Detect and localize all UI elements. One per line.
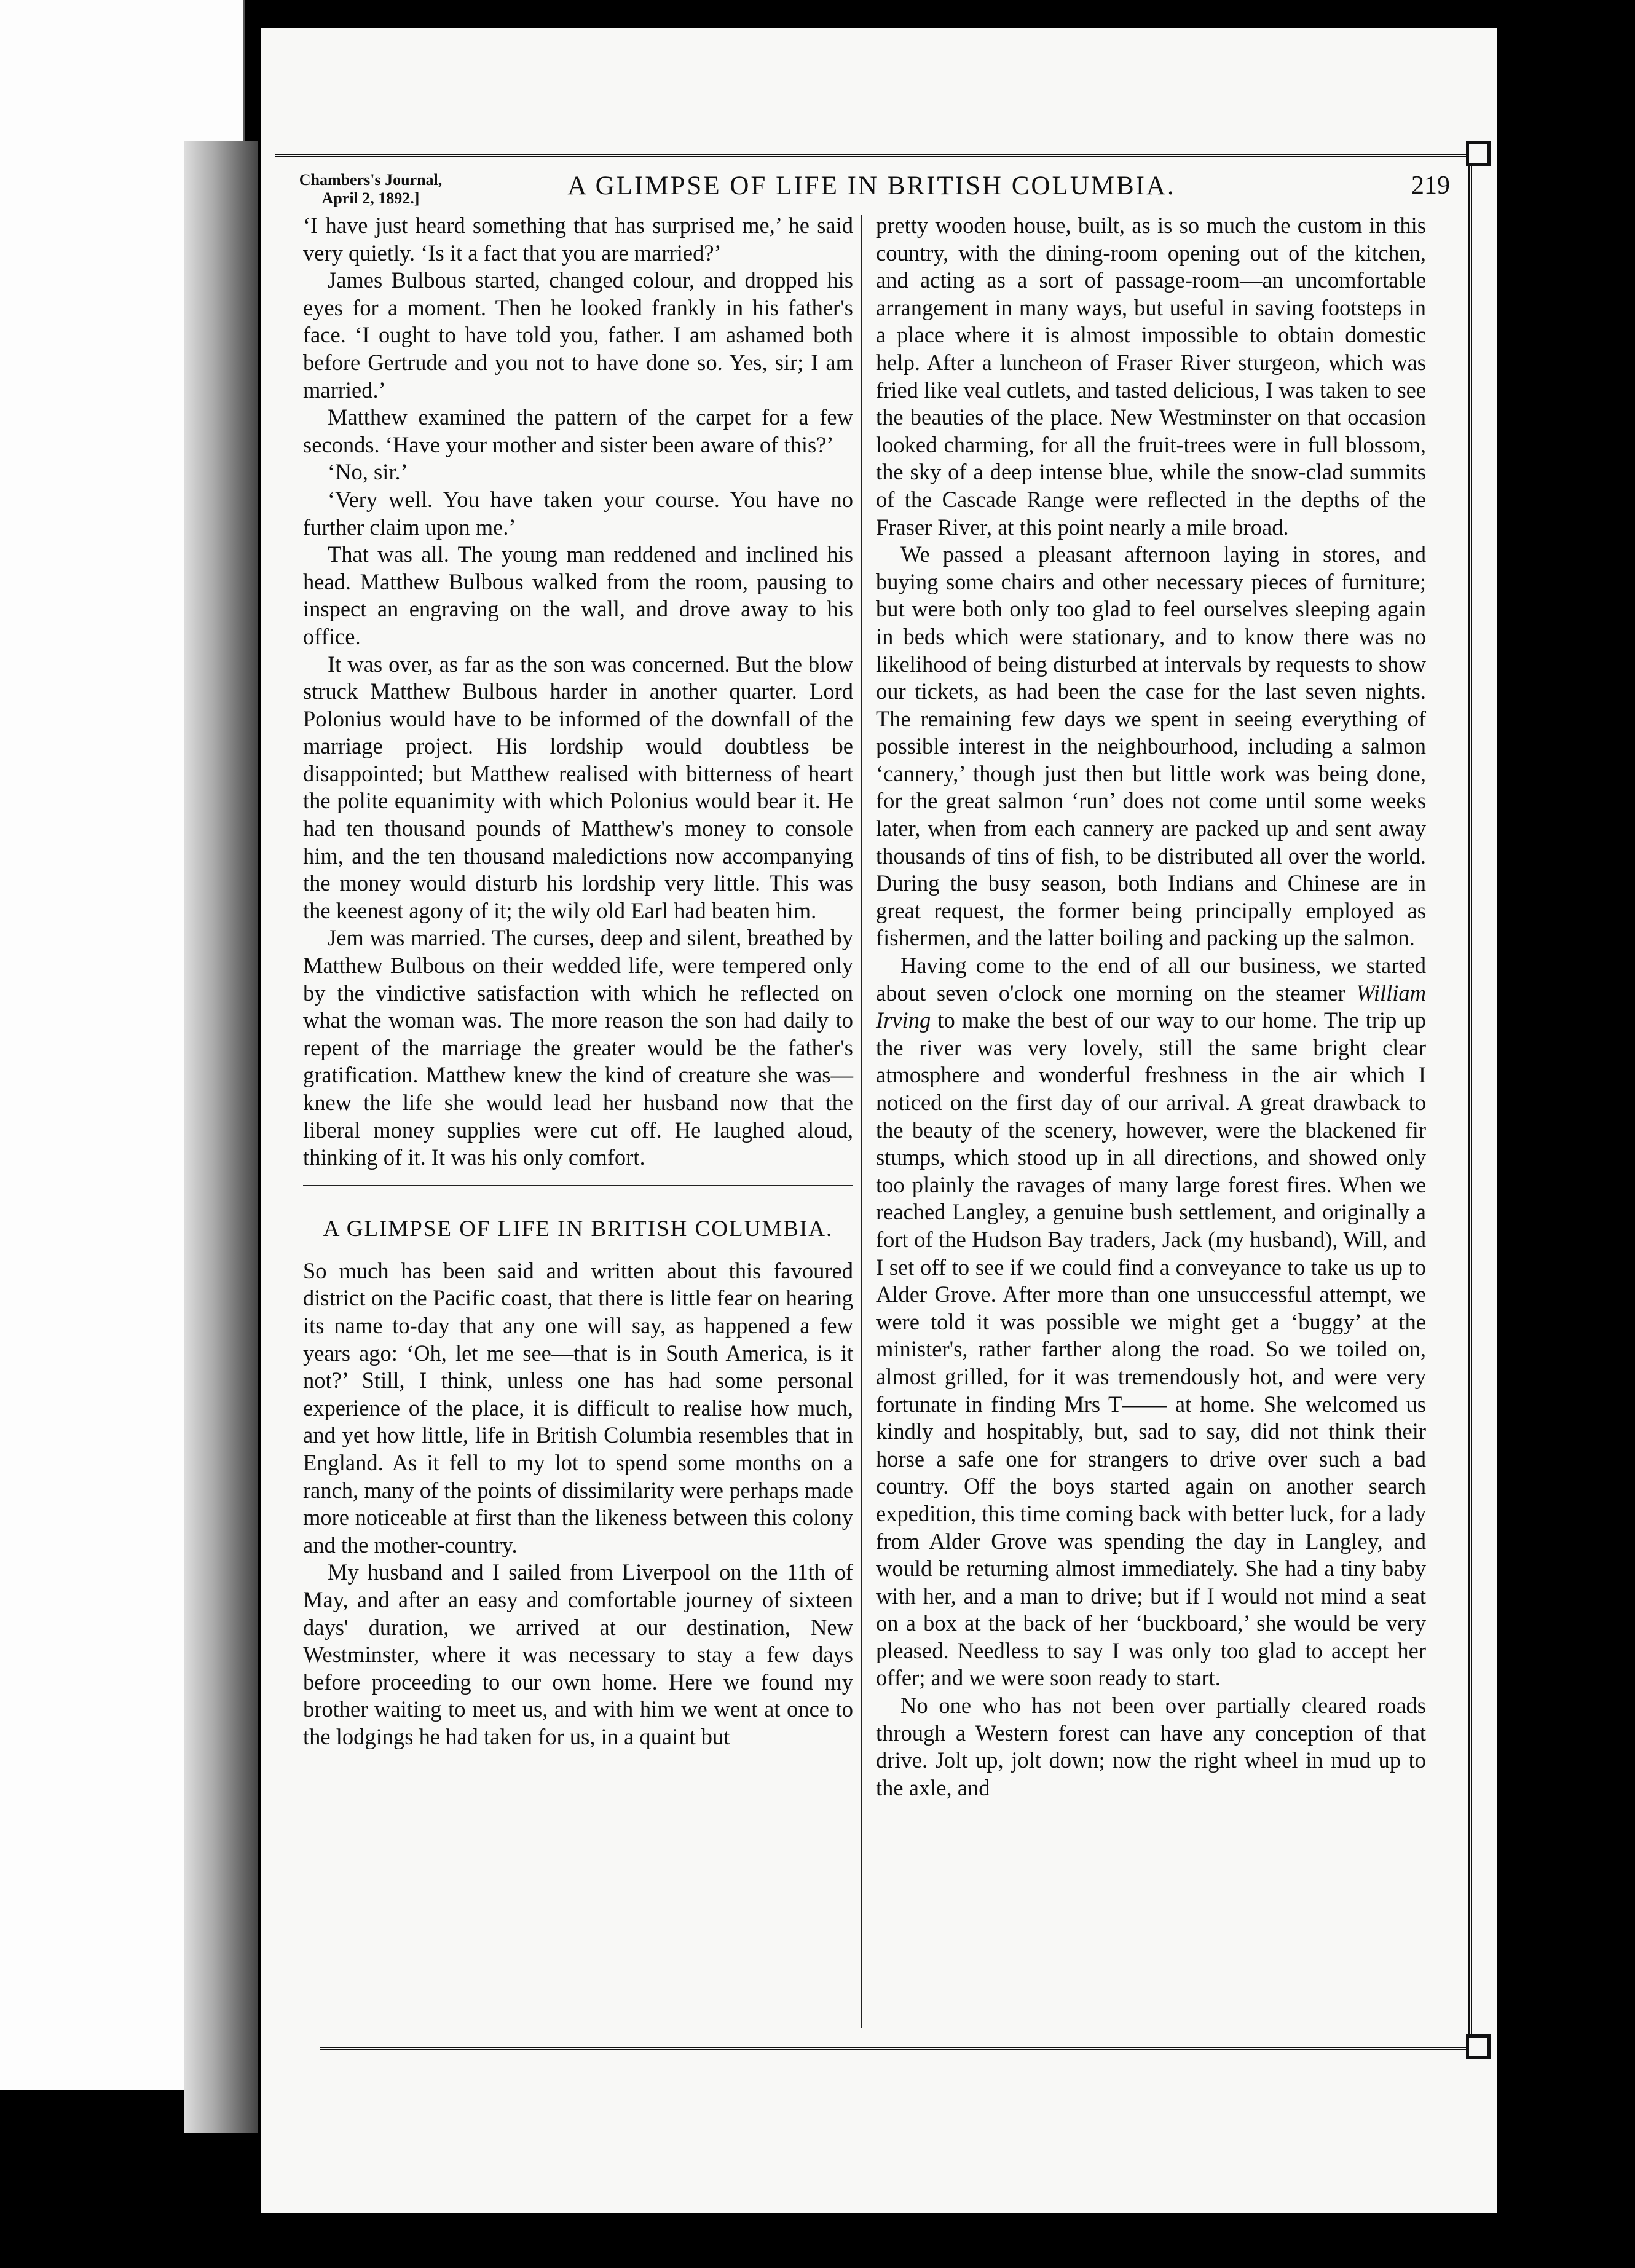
ornamental-border-right — [1465, 154, 1472, 2050]
journal-name: Chambers's Journal, — [299, 171, 443, 189]
article-paragraph: We passed a pleasant afternoon laying in stores, and buying some chairs and other necessary pieces of furniture; but were both only too glad to feel ourselves sleeping again in beds which were stationary, and to know there was no likelihood of being disturbed at intervals by requests to show our tickets, as had been the case for the last seven nights. The remaining few days we spent in seeing everything of possible interest in the neighbourhood, including a salmon ‘cannery,’ though just then but little work was being done, for the great salmon ‘run’ does not come until some weeks later, when from each cannery are packed up and sent away thousands of tins of fish, to be distributed all over the world. During the busy season, both Indians and Chinese are in great request, the former being principally employed as fishermen, and the latter boiling and packing up the salmon. — [876, 541, 1426, 951]
article-paragraph: So much has been said and written about this favoured district on the Pacific coast, that there is little fear on hearing its name to-day that any one will say, as happened a few years ago: ‘Oh, let me see—that is in South America, is it not?’ Still, I think, unless one has had some personal experience of the place, it is difficult to realise how much, and yet how little, life in British Columbia resembles that in England. As it fell to my lot to spend some months on a ranch, many of the points of dissimilarity were perhaps made more noticeable at first than the likeness between this colony and the mother-country. — [303, 1258, 853, 1557]
corner-ornament-top-right — [1466, 141, 1491, 166]
journal-page — [261, 28, 1497, 2213]
journal-date: April 2, 1892.] — [321, 189, 420, 207]
binding-shadow — [184, 141, 258, 2133]
page-number: 219 — [1411, 171, 1450, 200]
story-paragraph: Jem was married. The curses, deep and silent, breathed by Matthew Bulbous on their wedded life, were tempered only by the vindictive satisfaction with which he reflected on what the woman was. The more reason the son had daily to repent of the marriage the greater would be the father's gratification. Matthew knew the kind of creature she was—knew the life she would lead her husband now that the liberal money supplies were cut off. He laughed aloud, thinking of it. It was his only comfort. — [303, 925, 853, 1170]
story-paragraph: ‘No, sir.’ — [328, 459, 408, 485]
paragraph-text: to make the best of our way to our home. The trip up the river was very lovely, still the same bright clear atmosphere and wonderful freshness in the air which I noticed on the first day of our arrival. A great drawback to the beauty of the scenery, however, were the blackened fir stumps, which stood up in all directions, and showed only too plainly the ravages of many large forest fires. When we reached Langley, a genuine bush settlement, and originally a fort of the Hudson Bay traders, Jack (my husband), Will, and I set off to see if we could find a conveyance to take us up to Alder Grove. After more than one unsuccessful attempt, we were told it was possible we might get a ‘buggy’ at the minister's, rather farther along the road. So we toiled on, almost grilled, for it was tremendously hot, and were very fortunate in finding Mrs T—— at home. She welcomed us kindly and hospitably, but, sad to say, did not think their horse a safe one for strangers to drive over such a bad country. Off the boys started again on another search expedition, this time coming back with better luck, for a lady from Alder Grove was spending the day in Langley, and would be returning almost immediately. She had a tiny baby with her, and a man to drive; but if I would not mind a seat on a box at the back of her ‘buckboard,’ she would be very pleased. Needless to say I was only too glad to accept her offer; and we were soon ready to start. — [876, 1007, 1426, 1691]
paragraph-text: Having come to the end of all our business, we started about seven o'clock one morning on the steamer — [876, 953, 1426, 1006]
ship-name: William Irving — [876, 980, 1426, 1033]
right-column — [876, 212, 1426, 1801]
article-paragraph: pretty wooden house, built, as is so much the custom in this country, with the dining-room opening out of the kitchen, and acting as a sort of passage-room—an uncomfortable arrangement in many ways, but useful in saving footsteps in a place where it is almost impossible to obtain domestic help. After a luncheon of Fraser River sturgeon, which was fried like veal cutlets, and tasted delicious, I was taken to see the beauties of the place. New Westminster on that occasion looked charming, for all the fruit-trees were in full blossom, the sky of a deep intense blue, while the snow-clad summits of the Cascade Range were reflected in the depths of the Fraser River, at this point nearly a mile broad. — [876, 213, 1426, 540]
article-title: A GLIMPSE OF LIFE IN BRITISH COLUMBIA. — [323, 1216, 833, 1242]
corner-ornament-bottom-right — [1466, 2034, 1491, 2059]
article-paragraph — [876, 952, 1426, 1692]
left-column — [303, 212, 853, 1750]
ornamental-border-bottom — [320, 2047, 1472, 2053]
article-paragraph: No one who has not been over partially cleared roads through a Western forest can have any conception of that drive. Jolt up, jolt down; now the right wheel in mud up to the axle, and — [876, 1693, 1426, 1800]
story-paragraph: ‘Very well. You have taken your course. You have no further claim upon me.’ — [303, 486, 853, 540]
story-paragraph: That was all. The young man reddened and inclined his head. Matthew Bulbous walked from the room, pausing to inspect an engraving on the wall, and drove away to his office. — [303, 541, 853, 649]
article-paragraph: My husband and I sailed from Liverpool on the 11th of May, and after an easy and comfortable journey of sixteen days' duration, we arrived at our destination, New Westminster, where it was necessary to stay a few days before proceeding to our own home. Here we found my brother waiting to meet us, and with him we went at once to the lodgings he had taken for us, in a quaint but — [303, 1559, 853, 1749]
story-paragraph: It was over, as far as the son was concerned. But the blow struck Matthew Bulbous harder in another quarter. Lord Polonius would have to be informed of the downfall of the marriage project. His lordship would doubtless be disappointed; but Matthew realised with bitterness of heart the polite equanimity with which Polonius would bear it. He had ten thousand pounds of Matthew's money to console him, and the ten thousand maledictions now accompanying the money would disturb his lordship very little. This was the keenest agony of it; the wily old Earl had beaten him. — [303, 651, 853, 923]
story-paragraph: Matthew examined the pattern of the carpet for a few seconds. ‘Have your mother and sister been aware of this?’ — [303, 404, 853, 457]
story-paragraph: ‘I have just heard something that has surprised me,’ he said very quietly. ‘Is it a fact that you are married?’ — [303, 213, 853, 266]
column-divider — [861, 215, 862, 2028]
running-title: A GLIMPSE OF LIFE IN BRITISH COLUMBIA. — [567, 171, 1176, 200]
story-paragraph: James Bulbous started, changed colour, and dropped his eyes for a moment. Then he looked frankly in his father's face. ‘I ought to have told you, father. I am ashamed both before Gertrude and you not to have done so. Yes, sir; I am married.’ — [303, 267, 853, 403]
section-divider — [303, 1185, 853, 1186]
journal-citation — [291, 171, 451, 208]
